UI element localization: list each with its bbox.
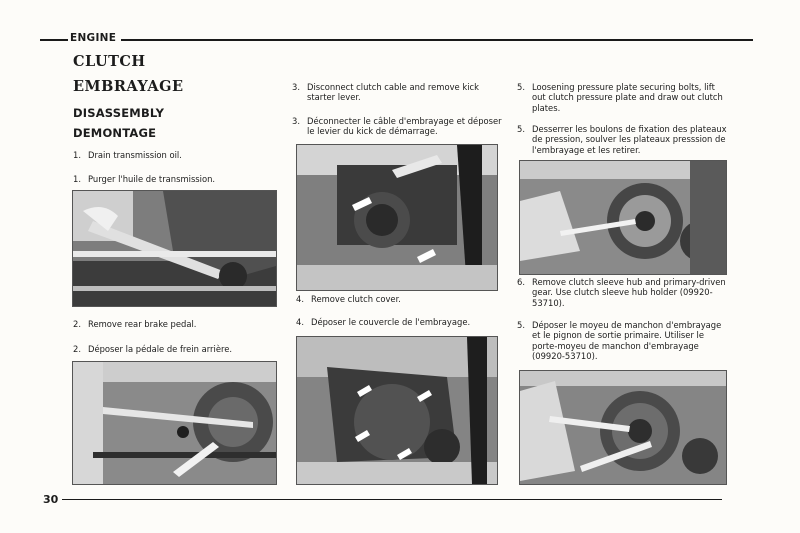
step-1-fr	[73, 174, 278, 186]
step-number: 4.	[296, 294, 304, 304]
step-4-en	[296, 294, 496, 306]
step-number: 1.	[73, 150, 81, 160]
step-5-fr	[517, 124, 729, 158]
clutch-cable-photo	[296, 144, 498, 291]
page-number: 30	[43, 493, 59, 506]
step-number: 4.	[296, 317, 304, 327]
header-rule-left	[40, 39, 68, 41]
footer-rule	[62, 499, 722, 500]
step-text: Desserrer les boulons de fixation des plateaux de pression, soulver les plateaux presssion de l'embrayage et les retirer.	[532, 124, 727, 155]
step-1-en	[73, 150, 278, 162]
step-3-en	[292, 82, 504, 106]
sleeve-hub-photo	[519, 370, 727, 485]
step-text: Déposer le moyeu de manchon d'embrayage et le pignon de sortie primaire. Utiliser le porte-moyeu de manchon d'embrayage (09920-53710).	[532, 320, 722, 362]
step-text: Disconnect clutch cable and remove kick starter lever.	[307, 82, 479, 103]
step-number: 2.	[73, 319, 81, 329]
brake-pedal-photo	[72, 361, 277, 485]
step-text: Remove rear brake pedal.	[88, 319, 197, 329]
step-number: 3.	[292, 82, 300, 92]
step-text: Remove clutch sleeve hub and primary-driven gear. Use clutch sleeve hub holder (09920-53710).	[532, 277, 726, 308]
subtitle-fr: DEMONTAGE	[73, 126, 157, 140]
step-4-fr	[296, 317, 501, 329]
step-text: Purger l'huile de transmission.	[88, 174, 216, 184]
step-number: 5.	[517, 124, 525, 134]
step-number: 5.	[517, 82, 525, 92]
step-5-en	[517, 82, 729, 116]
step-2-en	[73, 319, 278, 331]
step-number: 3.	[292, 116, 300, 126]
step-text: Déconnecter le câble d'embrayage et déposer le levier du kick de démarrage.	[307, 116, 502, 137]
step-2-fr	[73, 344, 278, 356]
step-text: Déposer la pédale de frein arrière.	[88, 344, 233, 354]
step-text: Déposer le couvercle de l'embrayage.	[311, 317, 471, 327]
drain-oil-photo	[72, 190, 277, 307]
page-title-fr: EMBRAYAGE	[73, 78, 184, 95]
subtitle-en: DISASSEMBLY	[73, 106, 165, 120]
step-6-fr	[517, 320, 729, 366]
step-number: 6.	[517, 277, 525, 287]
step-text: Loosening pressure plate securing bolts, lift out clutch pressure plate and draw out clutch plates.	[532, 82, 723, 113]
pressure-plate-photo	[519, 160, 727, 275]
step-number: 2.	[73, 344, 81, 354]
step-number: 5.	[517, 320, 525, 330]
section-heading: ENGINE	[70, 32, 117, 44]
page-title-en: CLUTCH	[73, 53, 146, 70]
header-rule-right	[121, 39, 753, 41]
step-number: 1.	[73, 174, 81, 184]
clutch-cover-photo	[296, 336, 498, 485]
step-text: Remove clutch cover.	[311, 294, 401, 304]
step-text: Drain transmission oil.	[88, 150, 182, 160]
step-3-fr	[292, 116, 504, 140]
step-6-en	[517, 277, 729, 311]
